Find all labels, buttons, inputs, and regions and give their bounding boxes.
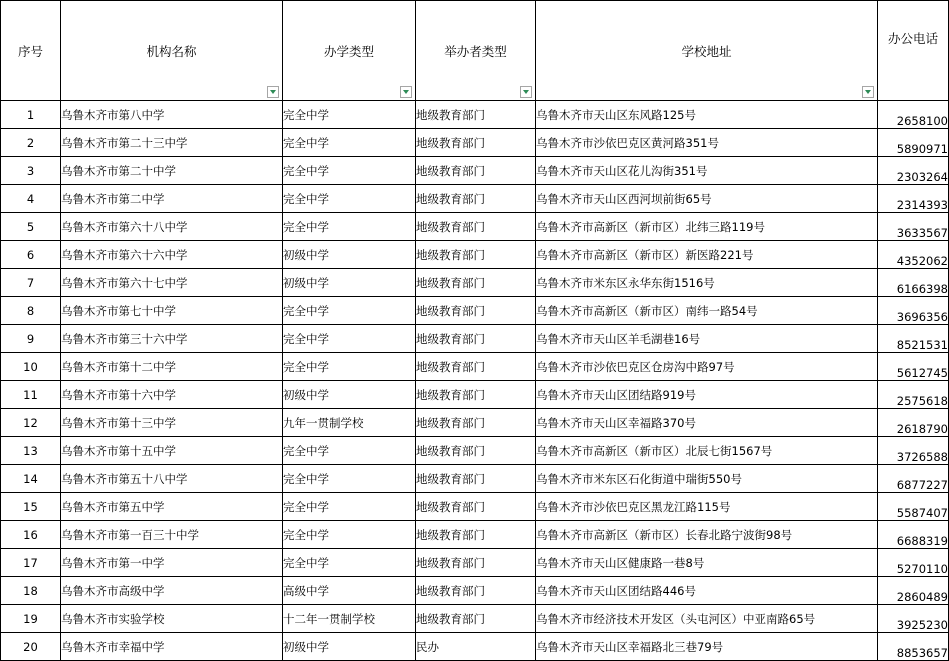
- cell-phone[interactable]: 5890971: [878, 129, 949, 157]
- header-address: [536, 1, 878, 101]
- cell-name[interactable]: 乌鲁木齐市第一中学: [61, 549, 283, 577]
- cell-phone[interactable]: 6877227: [878, 465, 949, 493]
- cell-name[interactable]: 乌鲁木齐市第六十八中学: [61, 213, 283, 241]
- cell-organizer-type[interactable]: 地级教育部门: [416, 577, 536, 605]
- cell-seq[interactable]: 3: [1, 157, 61, 185]
- cell-address[interactable]: 乌鲁木齐市天山区西河坝前街65号: [536, 185, 878, 213]
- table-row: [1, 185, 949, 213]
- cell-address[interactable]: 乌鲁木齐市高新区（新市区）长春北路宁波街98号: [536, 521, 878, 549]
- header-name: [61, 1, 283, 101]
- cell-organizer-type[interactable]: 地级教育部门: [416, 129, 536, 157]
- cell-phone[interactable]: 5587407: [878, 493, 949, 521]
- cell-seq[interactable]: 7: [1, 269, 61, 297]
- cell-organizer-type[interactable]: 地级教育部门: [416, 409, 536, 437]
- cell-address[interactable]: 乌鲁木齐市高新区（新市区）南纬一路54号: [536, 297, 878, 325]
- filter-dropdown-icon[interactable]: [520, 86, 532, 98]
- cell-address[interactable]: 乌鲁木齐市米东区石化街道中瑞街550号: [536, 465, 878, 493]
- table-row: [1, 297, 949, 325]
- cell-seq[interactable]: 10: [1, 353, 61, 381]
- cell-organizer-type[interactable]: 地级教育部门: [416, 185, 536, 213]
- filter-dropdown-icon[interactable]: [862, 86, 874, 98]
- table-row: [1, 353, 949, 381]
- header-address-label: 学校地址: [681, 43, 732, 59]
- cell-address[interactable]: 乌鲁木齐市高新区（新市区）新医路221号: [536, 241, 878, 269]
- cell-address[interactable]: 乌鲁木齐市天山区幸福路北三巷79号: [536, 633, 878, 661]
- table-row: [1, 213, 949, 241]
- cell-name[interactable]: 乌鲁木齐市第六十六中学: [61, 241, 283, 269]
- cell-name[interactable]: 乌鲁木齐市第一百三十中学: [61, 521, 283, 549]
- cell-seq[interactable]: 5: [1, 213, 61, 241]
- cell-address[interactable]: 乌鲁木齐市天山区团结路919号: [536, 381, 878, 409]
- header-organizer-type: [416, 1, 536, 101]
- header-school-type: [283, 1, 416, 101]
- table-row: [1, 521, 949, 549]
- cell-organizer-type[interactable]: 地级教育部门: [416, 605, 536, 633]
- cell-organizer-type[interactable]: 地级教育部门: [416, 521, 536, 549]
- cell-organizer-type[interactable]: 地级教育部门: [416, 213, 536, 241]
- table-row: [1, 605, 949, 633]
- cell-organizer-type[interactable]: 地级教育部门: [416, 437, 536, 465]
- cell-seq[interactable]: 20: [1, 633, 61, 661]
- cell-address[interactable]: 乌鲁木齐市天山区团结路446号: [536, 577, 878, 605]
- cell-school-type[interactable]: 初级中学: [283, 241, 416, 269]
- cell-phone[interactable]: 5270110: [878, 549, 949, 577]
- cell-address[interactable]: 乌鲁木齐市天山区羊毛湖巷16号: [536, 325, 878, 353]
- cell-phone[interactable]: 8521531: [878, 325, 949, 353]
- cell-seq[interactable]: 19: [1, 605, 61, 633]
- cell-school-type[interactable]: 完全中学: [283, 549, 416, 577]
- cell-name[interactable]: 乌鲁木齐市第七十中学: [61, 297, 283, 325]
- cell-name[interactable]: 乌鲁木齐市第三十六中学: [61, 325, 283, 353]
- header-organizer-type-label: 举办者类型: [444, 43, 507, 59]
- cell-seq[interactable]: 17: [1, 549, 61, 577]
- cell-phone[interactable]: 2860489: [878, 577, 949, 605]
- cell-school-type[interactable]: 十二年一贯制学校: [283, 605, 416, 633]
- cell-address[interactable]: 乌鲁木齐市经济技术开发区（头屯河区）中亚南路65号: [536, 605, 878, 633]
- cell-seq[interactable]: 11: [1, 381, 61, 409]
- header-seq: [1, 1, 61, 101]
- cell-organizer-type[interactable]: 地级教育部门: [416, 549, 536, 577]
- cell-school-type[interactable]: 完全中学: [283, 353, 416, 381]
- cell-phone[interactable]: 5612745: [878, 353, 949, 381]
- header-name-label: 机构名称: [146, 43, 197, 59]
- cell-school-type[interactable]: 九年一贯制学校: [283, 409, 416, 437]
- table-row: [1, 465, 949, 493]
- cell-phone[interactable]: 3696356: [878, 297, 949, 325]
- cell-address[interactable]: 乌鲁木齐市沙依巴克区仓房沟中路97号: [536, 353, 878, 381]
- cell-school-type[interactable]: 完全中学: [283, 213, 416, 241]
- cell-phone[interactable]: 2575618: [878, 381, 949, 409]
- header-row: [1, 1, 949, 101]
- cell-school-type[interactable]: 完全中学: [283, 465, 416, 493]
- cell-phone[interactable]: 2303264: [878, 157, 949, 185]
- cell-phone[interactable]: 6166398: [878, 269, 949, 297]
- cell-address[interactable]: 乌鲁木齐市天山区健康路一巷8号: [536, 549, 878, 577]
- cell-school-type[interactable]: 完全中学: [283, 297, 416, 325]
- cell-name[interactable]: 乌鲁木齐市第十三中学: [61, 409, 283, 437]
- cell-seq[interactable]: 1: [1, 101, 61, 129]
- table-row: [1, 577, 949, 605]
- table-row: [1, 493, 949, 521]
- cell-name[interactable]: 乌鲁木齐市幸福中学: [61, 633, 283, 661]
- cell-phone[interactable]: 8853657: [878, 633, 949, 661]
- cell-school-type[interactable]: 完全中学: [283, 325, 416, 353]
- header-school-type-label: 办学类型: [323, 43, 374, 59]
- cell-school-type[interactable]: 完全中学: [283, 185, 416, 213]
- cell-organizer-type[interactable]: 地级教育部门: [416, 325, 536, 353]
- cell-name[interactable]: 乌鲁木齐市高级中学: [61, 577, 283, 605]
- cell-school-type[interactable]: 完全中学: [283, 493, 416, 521]
- cell-organizer-type[interactable]: 民办: [416, 633, 536, 661]
- cell-name[interactable]: 乌鲁木齐市第二中学: [61, 185, 283, 213]
- cell-name[interactable]: 乌鲁木齐市第十二中学: [61, 353, 283, 381]
- cell-organizer-type[interactable]: 地级教育部门: [416, 241, 536, 269]
- table-row: [1, 157, 949, 185]
- cell-organizer-type[interactable]: 地级教育部门: [416, 465, 536, 493]
- cell-seq[interactable]: 18: [1, 577, 61, 605]
- filter-dropdown-icon[interactable]: [400, 86, 412, 98]
- table-row: [1, 549, 949, 577]
- cell-seq[interactable]: 2: [1, 129, 61, 157]
- cell-phone[interactable]: 3633567: [878, 213, 949, 241]
- cell-address[interactable]: 乌鲁木齐市沙依巴克区黑龙江路115号: [536, 493, 878, 521]
- cell-school-type[interactable]: 初级中学: [283, 269, 416, 297]
- table-body: [1, 101, 949, 661]
- cell-school-type[interactable]: 初级中学: [283, 381, 416, 409]
- cell-phone[interactable]: 2658100: [878, 101, 949, 129]
- cell-seq[interactable]: 6: [1, 241, 61, 269]
- cell-phone[interactable]: 3726588: [878, 437, 949, 465]
- table-row: [1, 325, 949, 353]
- cell-name[interactable]: 乌鲁木齐市第二十三中学: [61, 129, 283, 157]
- cell-name[interactable]: 乌鲁木齐市第五十八中学: [61, 465, 283, 493]
- cell-school-type[interactable]: 完全中学: [283, 101, 416, 129]
- cell-phone[interactable]: 2618790: [878, 409, 949, 437]
- cell-address[interactable]: 乌鲁木齐市天山区幸福路370号: [536, 409, 878, 437]
- cell-name[interactable]: 乌鲁木齐市第十五中学: [61, 437, 283, 465]
- cell-organizer-type[interactable]: 地级教育部门: [416, 157, 536, 185]
- cell-name[interactable]: 乌鲁木齐市第十六中学: [61, 381, 283, 409]
- cell-organizer-type[interactable]: 地级教育部门: [416, 297, 536, 325]
- table-row: [1, 437, 949, 465]
- cell-seq[interactable]: 9: [1, 325, 61, 353]
- table-row: [1, 409, 949, 437]
- header-phone: [878, 1, 949, 101]
- cell-seq[interactable]: 16: [1, 521, 61, 549]
- cell-address[interactable]: 乌鲁木齐市高新区（新市区）北辰七街1567号: [536, 437, 878, 465]
- cell-name[interactable]: 乌鲁木齐市第五中学: [61, 493, 283, 521]
- header-seq-label: 序号: [17, 43, 43, 59]
- cell-school-type[interactable]: 初级中学: [283, 633, 416, 661]
- filter-dropdown-icon[interactable]: [267, 86, 279, 98]
- cell-organizer-type[interactable]: 地级教育部门: [416, 493, 536, 521]
- cell-name[interactable]: 乌鲁木齐市实验学校: [61, 605, 283, 633]
- cell-address[interactable]: 乌鲁木齐市天山区花儿沟街351号: [536, 157, 878, 185]
- table-row: [1, 129, 949, 157]
- header-phone-label: 办公电话: [887, 31, 938, 46]
- cell-seq[interactable]: 4: [1, 185, 61, 213]
- cell-address[interactable]: 乌鲁木齐市天山区东风路125号: [536, 101, 878, 129]
- cell-organizer-type[interactable]: 地级教育部门: [416, 353, 536, 381]
- cell-name[interactable]: 乌鲁木齐市第二十中学: [61, 157, 283, 185]
- table-row: [1, 101, 949, 129]
- cell-organizer-type[interactable]: 地级教育部门: [416, 381, 536, 409]
- cell-seq[interactable]: 8: [1, 297, 61, 325]
- cell-organizer-type[interactable]: 地级教育部门: [416, 101, 536, 129]
- cell-phone[interactable]: 3925230: [878, 605, 949, 633]
- cell-school-type[interactable]: 完全中学: [283, 129, 416, 157]
- cell-address[interactable]: 乌鲁木齐市沙依巴克区黄河路351号: [536, 129, 878, 157]
- table-row: [1, 381, 949, 409]
- cell-seq[interactable]: 13: [1, 437, 61, 465]
- cell-school-type[interactable]: 完全中学: [283, 157, 416, 185]
- cell-school-type[interactable]: 完全中学: [283, 437, 416, 465]
- cell-seq[interactable]: 15: [1, 493, 61, 521]
- cell-name[interactable]: 乌鲁木齐市第六十七中学: [61, 269, 283, 297]
- cell-address[interactable]: 乌鲁木齐市米东区永华东街1516号: [536, 269, 878, 297]
- cell-organizer-type[interactable]: 地级教育部门: [416, 269, 536, 297]
- cell-address[interactable]: 乌鲁木齐市高新区（新市区）北纬三路119号: [536, 213, 878, 241]
- cell-name[interactable]: 乌鲁木齐市第八中学: [61, 101, 283, 129]
- cell-phone[interactable]: 4352062: [878, 241, 949, 269]
- cell-school-type[interactable]: 完全中学: [283, 521, 416, 549]
- table-row: [1, 269, 949, 297]
- table-row: [1, 241, 949, 269]
- cell-seq[interactable]: 14: [1, 465, 61, 493]
- cell-phone[interactable]: 6688319: [878, 521, 949, 549]
- cell-school-type[interactable]: 高级中学: [283, 577, 416, 605]
- table-row: [1, 633, 949, 661]
- cell-phone[interactable]: 2314393: [878, 185, 949, 213]
- cell-seq[interactable]: 12: [1, 409, 61, 437]
